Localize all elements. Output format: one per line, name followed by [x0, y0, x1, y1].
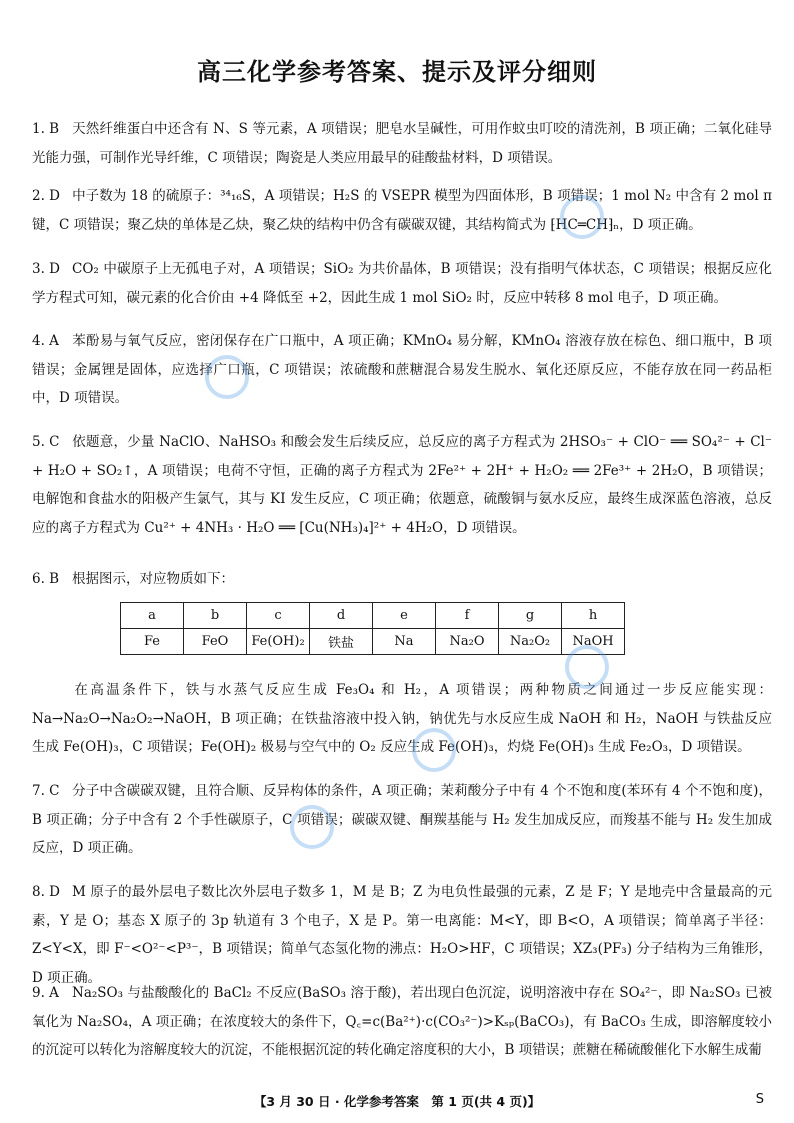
table-row	[121, 629, 625, 655]
answer-text: 分子中含碳碳双键，且符合顺、反异构体的条件，A 项正确；茉莉酸分子中有 4 个不饱和度(苯环有 4 个不饱和度)，B 项正确；分子中含有 2 个手性碳原子，C 项错误；碳碳双键、酮羰基能与 H₂ 发生加成反应，而羧基不能与 H₂ 发生加成反应，D 项正确。	[32, 783, 772, 856]
question-9	[32, 979, 772, 1065]
table-header-cell: a	[121, 603, 184, 629]
answer-number: 3. D	[32, 261, 60, 277]
table-cell: NaOH	[562, 629, 625, 655]
answer-text: 天然纤维蛋白中还含有 N、S 等元素，A 项错误；肥皂水呈碱性，可用作蚊虫叮咬的清洗剂，B 项正确；二氧化硅导光能力强，可制作光导纤维，C 项错误；陶瓷是人类应用最早的硅酸盐材料，D 项错误。	[32, 121, 772, 166]
question-6	[32, 565, 772, 594]
answer-text: 根据图示，对应物质如下：	[72, 571, 234, 587]
answer-number: 2. D	[32, 188, 60, 204]
answer-number: 7. C	[32, 783, 60, 799]
answer-number: 9. A	[32, 985, 59, 1001]
answer-number: 8. D	[32, 884, 60, 900]
answer-text: 苯酚易与氧气反应，密闭保存在广口瓶中，A 项正确；KMnO₄ 易分解，KMnO₄ 溶液存放在棕色、细口瓶中，B 项错误；金属锂是固体，应选择广口瓶，C 项错误；浓硫酸和蔗糖混合易发生脱水、氧化还原反应，不能存放在同一药品柜中，D 项错误。	[32, 333, 772, 406]
table-header-cell: d	[310, 603, 373, 629]
answer-text: 中子数为 18 的硫原子：³⁴₁₆S，A 项错误；H₂S 的 VSEPR 模型为四面体形，B 项错误；1 mol N₂ 中含有 2 mol π 键，C 项错误；聚乙炔的单体是乙炔，聚乙炔的结构中仍含有碳碳双键，其结构简式为 ⁅HC═CH⁆ₙ，D 项正确。	[32, 188, 772, 233]
answer-number: 5. C	[32, 434, 60, 450]
page-code: S	[755, 1092, 764, 1107]
table-cell: Na₂O₂	[499, 629, 562, 655]
watermark-logo-icon	[565, 645, 609, 689]
question-7	[32, 777, 772, 863]
table-header-cell: b	[184, 603, 247, 629]
table-cell: FeO	[184, 629, 247, 655]
page-title: 高三化学参考答案、提示及评分细则	[197, 58, 597, 86]
answer-number: 6. B	[32, 571, 60, 587]
question-3	[32, 255, 772, 312]
answer-text: CO₂ 中碳原子上无孤电子对，A 项错误；SiO₂ 为共价晶体，B 项错误；没有指明气体状态，C 项错误；根据反应化学方程式可知，碳元素的化合价由 +4 降低至 +2，因此生成 1 mol SiO₂ 时，反应中转移 8 mol 电子，D 项正确。	[32, 261, 772, 306]
table-cell: Fe(OH)₂	[247, 629, 310, 655]
question-6-explanation	[32, 676, 772, 762]
answer-text: M 原子的最外层电子数比次外层电子数多 1，M 是 B；Z 为电负性最强的元素，Z 是 F；Y 是地壳中含量最高的元素，Y 是 O；基态 X 原子的 3p 轨道有 3 个电子，X 是 P。第一电离能：M<Y，即 B<O，A 项错误；简单离子半径：Z<Y<X，即 F⁻<O²⁻<P³⁻，B 项错误；简单气态氢化物的沸点：H₂O>HF，C 项错误；XZ₃(PF₃) 分子结构为三角锥形，D 项正确。	[32, 884, 772, 986]
answer-number: 1. B	[32, 121, 60, 137]
question-8	[32, 878, 772, 992]
table-header-cell: f	[436, 603, 499, 629]
question-1	[32, 115, 772, 172]
question-2	[32, 182, 772, 239]
table-header-cell: h	[562, 603, 625, 629]
table-header-cell: g	[499, 603, 562, 629]
question-4	[32, 327, 772, 413]
table-cell: Na	[373, 629, 436, 655]
watermark-logo-icon	[290, 805, 334, 849]
table-header-cell: c	[247, 603, 310, 629]
answer-text: Na₂SO₃ 与盐酸酸化的 BaCl₂ 不反应(BaSO₃ 溶于酸)，若出现白色沉淀，说明溶液中存在 SO₄²⁻，即 Na₂SO₃ 已被氧化为 Na₂SO₄，A 项正确；在浓度较大的条件下，Q꜀=c(Ba²⁺)·c(CO₃²⁻)>Kₛₚ(BaCO₃)，有 BaCO₃ 生成，即溶解度较小的沉淀可以转化为溶解度较大的沉淀，不能根据沉淀的转化确定溶度积的大小，B 项错误；蔗糖在稀硫酸催化下水解生成葡	[32, 985, 772, 1058]
substance-table	[120, 602, 625, 655]
watermark-logo-icon	[412, 728, 456, 772]
table-header-cell: e	[373, 603, 436, 629]
table-cell: Fe	[121, 629, 184, 655]
question-5	[32, 428, 772, 542]
page-footer: 【3 月 30 日 · 化学参考答案 第 1 页(共 4 页)】	[253, 1094, 541, 1109]
answer-number: 4. A	[32, 333, 59, 349]
answer-text: 依题意，少量 NaClO、NaHSO₃ 和酸会发生后续反应，总反应的离子方程式为 2HSO₃⁻ + ClO⁻ ══ SO₄²⁻ + Cl⁻ + H₂O + SO₂↑，A 项错误；电荷不守恒，正确的离子方程式为 2Fe²⁺ + 2H⁺ + H₂O₂ ══ 2Fe³⁺ + 2H₂O，B 项错误；电解饱和食盐水的阳极产生氯气，其与 KI 发生反应，C 项正确；依题意，硫酸铜与氨水反应，最终生成深蓝色溶液，总反应的离子方程式为 Cu²⁺ + 4NH₃ · H₂O ══ [Cu(NH₃)₄]²⁺ + 4H₂O，D 项错误。	[32, 434, 772, 536]
watermark-logo-icon	[205, 355, 249, 399]
table-header-row	[121, 603, 625, 629]
table-cell: 铁盐	[310, 629, 373, 655]
table-cell: Na₂O	[436, 629, 499, 655]
answer-text: 在高温条件下，铁与水蒸气反应生成 Fe₃O₄ 和 H₂，A 项错误；两种物质之间通过一步反应能实现：Na→Na₂O→Na₂O₂→NaOH，B 项正确；在铁盐溶液中投入钠，钠优先与水反应生成 NaOH 和 H₂，NaOH 与铁盐反应生成 Fe(OH)₃，C 项错误；Fe(OH)₂ 极易与空气中的 O₂ 反应生成 Fe(OH)₃，灼烧 Fe(OH)₃ 生成 Fe₂O₃，D 项错误。	[32, 682, 772, 755]
watermark-logo-icon	[560, 195, 604, 239]
